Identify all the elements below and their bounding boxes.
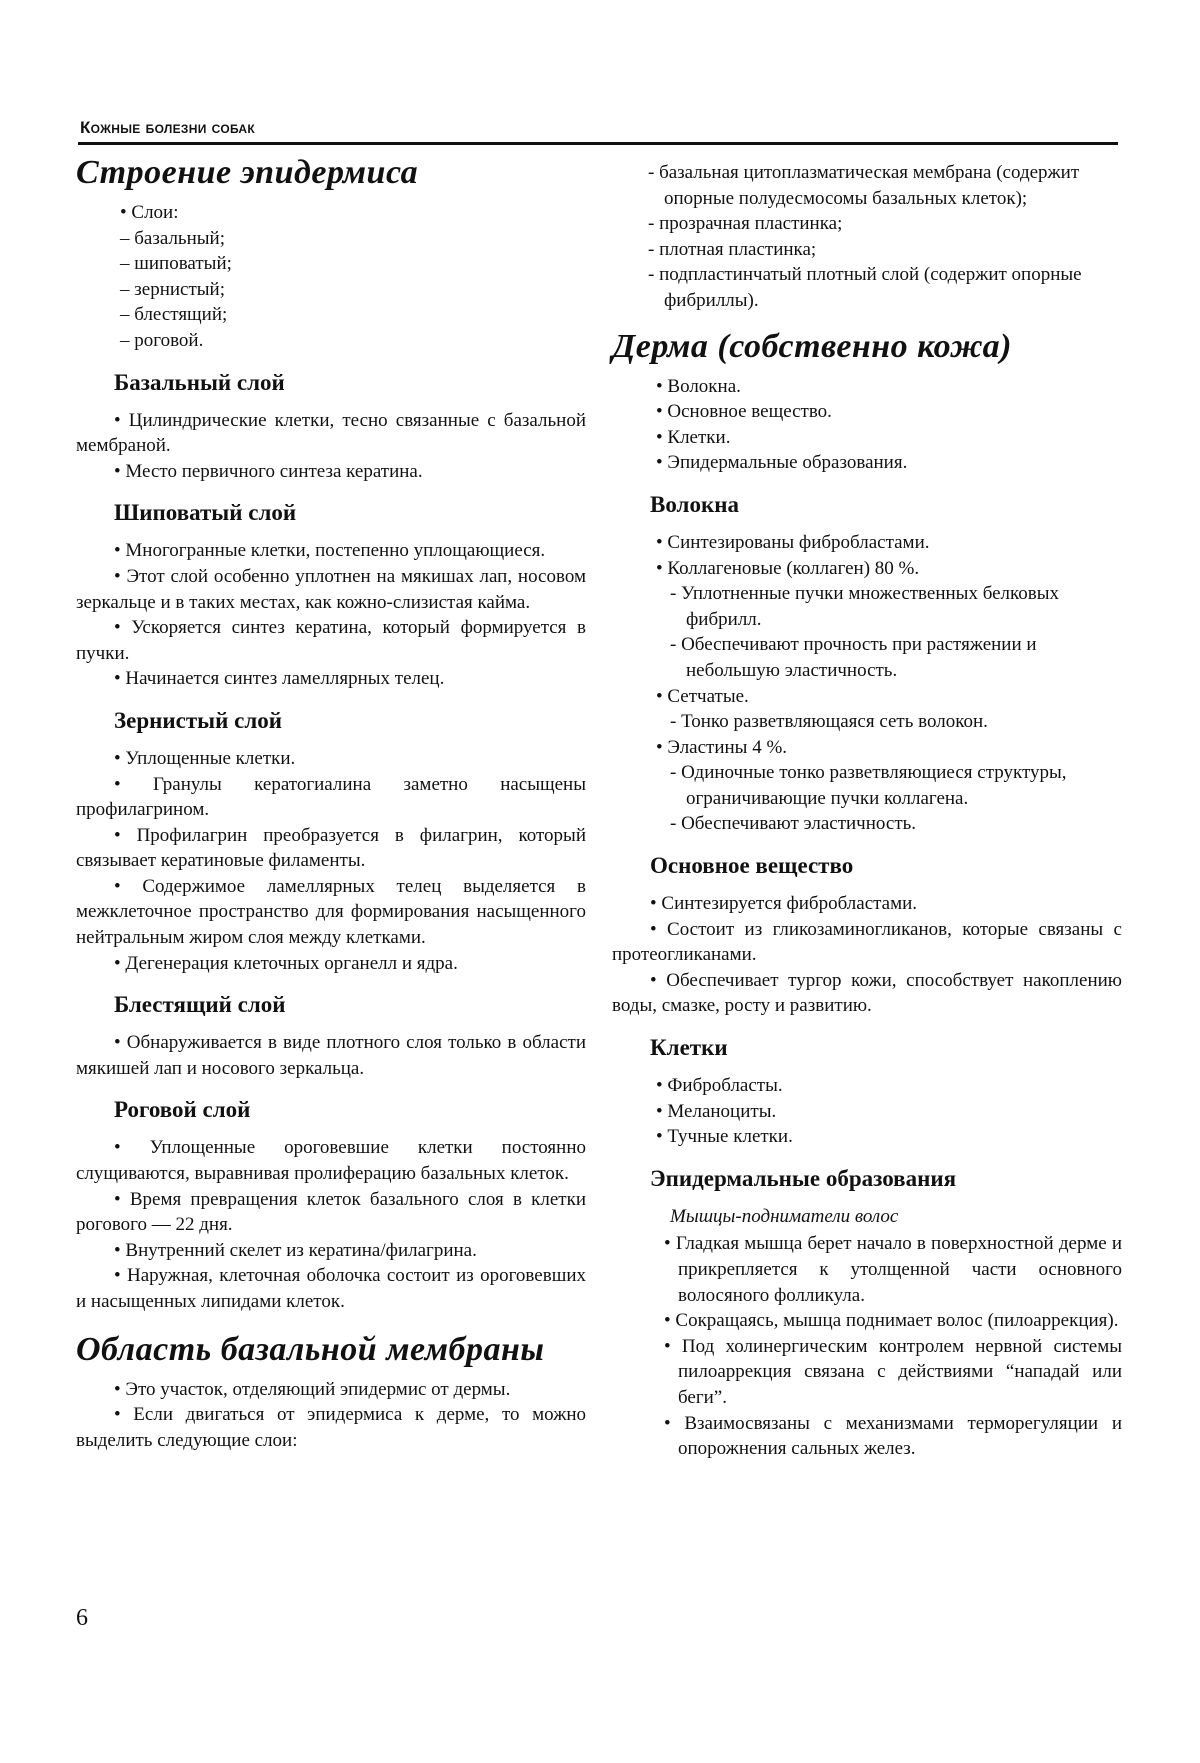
paragraph: • Обеспечивает тургор кожи, способствует накоплению воды, смазке, росту и развитию. xyxy=(612,969,1122,1017)
list-item: - Тонко разветвляющаяся сеть волокон. xyxy=(670,711,988,733)
list-item: • Синтезированы фибробластами. xyxy=(656,531,930,553)
paragraph: • Профилагрин преобразуется в филагрин, который связывает кератиновые филаменты. xyxy=(76,824,586,872)
paragraph: • Начинается синтез ламеллярных телец. xyxy=(114,668,445,690)
list-item: • Основное вещество. xyxy=(656,401,832,423)
paragraph: • Цилиндрические клетки, тесно связанные с базальной мембраной. xyxy=(76,409,586,457)
paragraph: • Уплощенные клетки. xyxy=(114,747,296,769)
paragraph: • Этот слой особенно уплотнен на мякишах лап, носовом зеркальце и в таких местах, как кожно-слизистая кайма. xyxy=(76,565,586,613)
subsection-title-cells: Клетки xyxy=(650,1035,728,1061)
list-item: – зернистый; xyxy=(120,278,225,300)
list-item: - Одиночные тонко разветвляющиеся структуры, ограничивающие пучки коллагена. xyxy=(670,762,1067,809)
paragraph: • Обнаруживается в виде плотного слоя только в области мякишей лап и носового зеркальца. xyxy=(76,1032,586,1079)
subsection-title-spinous: Шиповатый слой xyxy=(114,500,297,526)
list-item: – базальный; xyxy=(120,227,225,249)
list-item: – шиповатый; xyxy=(120,253,232,275)
list-item: • Волокна. xyxy=(656,375,741,397)
section-title-epidermis: Строение эпидермиса xyxy=(76,154,419,191)
list-item: • Под холинергическим контролем нервной системы пилоаррекция связана с действиями “нападай или беги”. xyxy=(664,1335,1122,1408)
paragraph: • Синтезируется фибробластами. xyxy=(650,893,918,915)
paragraph: • Содержимое ламеллярных телец выделяется в межклеточное пространство для формирования насыщенного нейтральным жиром слоя между клетками. xyxy=(76,875,586,949)
list-item: - базальная цитоплазматическая мембрана (содержит опорные полудесмосомы базальных клеток); xyxy=(648,162,1080,209)
list-item: • Сокращаясь, мышца поднимает волос (пилоаррекция). xyxy=(664,1310,1119,1332)
list-item: • Сетчатые. xyxy=(656,685,749,707)
list-item: • Тучные клетки. xyxy=(656,1126,793,1148)
list-item: - плотная пластинка; xyxy=(648,238,817,260)
list-item: – блестящий; xyxy=(120,304,228,326)
subsection-subtitle: Мышцы-подниматели волос xyxy=(670,1205,899,1227)
list-item: • Коллагеновые (коллаген) 80 %. xyxy=(656,557,920,579)
list-item: - Обеспечивают прочность при растяжении и небольшую эластичность. xyxy=(670,634,1037,681)
paragraph: • Многогранные клетки, постепенно уплощающиеся. xyxy=(114,540,546,562)
subsection-title-lucidum: Блестящий слой xyxy=(114,992,286,1018)
running-title: Кожные болезни собак xyxy=(80,118,256,137)
subsection-title-corneum: Роговой слой xyxy=(114,1097,251,1123)
paragraph: • Место первичного синтеза кератина. xyxy=(114,460,423,482)
list-item: • Меланоциты. xyxy=(656,1100,777,1122)
header-rule xyxy=(78,142,1118,145)
list-item: • Фибробласты. xyxy=(656,1075,783,1097)
paragraph: • Внутренний скелет из кератина/филагрина. xyxy=(114,1239,477,1261)
subsection-title-basal: Базальный слой xyxy=(114,369,285,395)
paragraph: • Дегенерация клеточных органелл и ядра. xyxy=(114,952,458,974)
subsection-title-granular: Зернистый слой xyxy=(114,707,282,733)
left-column xyxy=(76,152,586,1453)
list-item: • Клетки. xyxy=(656,426,731,448)
section-title-dermis: Дерма (собственно кожа) xyxy=(612,327,1012,365)
paragraph: • Это участок, отделяющий эпидермис от дермы. xyxy=(114,1378,511,1400)
list-item: – роговой. xyxy=(120,329,204,351)
section-title-membrane: Область базальной мембраны xyxy=(76,1330,545,1368)
paragraph: • Время превращения клеток базального слоя в клетки рогового — 22 дня. xyxy=(76,1188,586,1236)
list-item: - прозрачная пластинка; xyxy=(648,213,843,235)
layers-list xyxy=(120,200,586,354)
paragraph: • Уплощенные ороговевшие клетки постоянно слущиваются, выравнивая пролиферацию базальных клеток. xyxy=(76,1137,586,1185)
subsection-title-appendages: Эпидермальные образования xyxy=(650,1165,957,1191)
list-item: - Обеспечивают эластичность. xyxy=(670,813,917,835)
list-item: - подпластинчатый плотный слой (содержит опорные фибриллы). xyxy=(648,264,1082,311)
list-item: • Эпидермальные образования. xyxy=(656,452,908,474)
list-item: - Уплотненные пучки множественных белковых фибрилл. xyxy=(670,583,1060,630)
list-item: • Эластины 4 %. xyxy=(656,736,788,758)
paragraph: • Гранулы кератогиалина заметно насыщены профилагрином. xyxy=(76,773,586,821)
paragraph: • Наружная, клеточная оболочка состоит из ороговевших и насыщенных липидами клеток. xyxy=(76,1265,586,1312)
paragraph: • Если двигаться от эпидермиса к дерме, то можно выделить следующие слои: xyxy=(76,1404,586,1451)
subsection-title-fibers: Волокна xyxy=(650,491,739,517)
list-item: • Взаимосвязаны с механизмами терморегуляции и опорожнения сальных желез. xyxy=(664,1412,1122,1460)
layers-label: • Слои: xyxy=(120,202,179,223)
right-column xyxy=(612,160,1122,1462)
subsection-title-ground: Основное вещество xyxy=(650,853,854,879)
paragraph: • Состоит из гликозаминогликанов, которые связаны с протеогликанами. xyxy=(612,918,1122,966)
list-item: • Гладкая мышца берет начало в поверхностной дерме и прикрепляется к утолщенной части основного волосяного фолликула. xyxy=(664,1233,1122,1306)
paragraph: • Ускоряется синтез кератина, который формируется в пучки. xyxy=(76,617,586,664)
page-number: 6 xyxy=(76,1605,88,1631)
